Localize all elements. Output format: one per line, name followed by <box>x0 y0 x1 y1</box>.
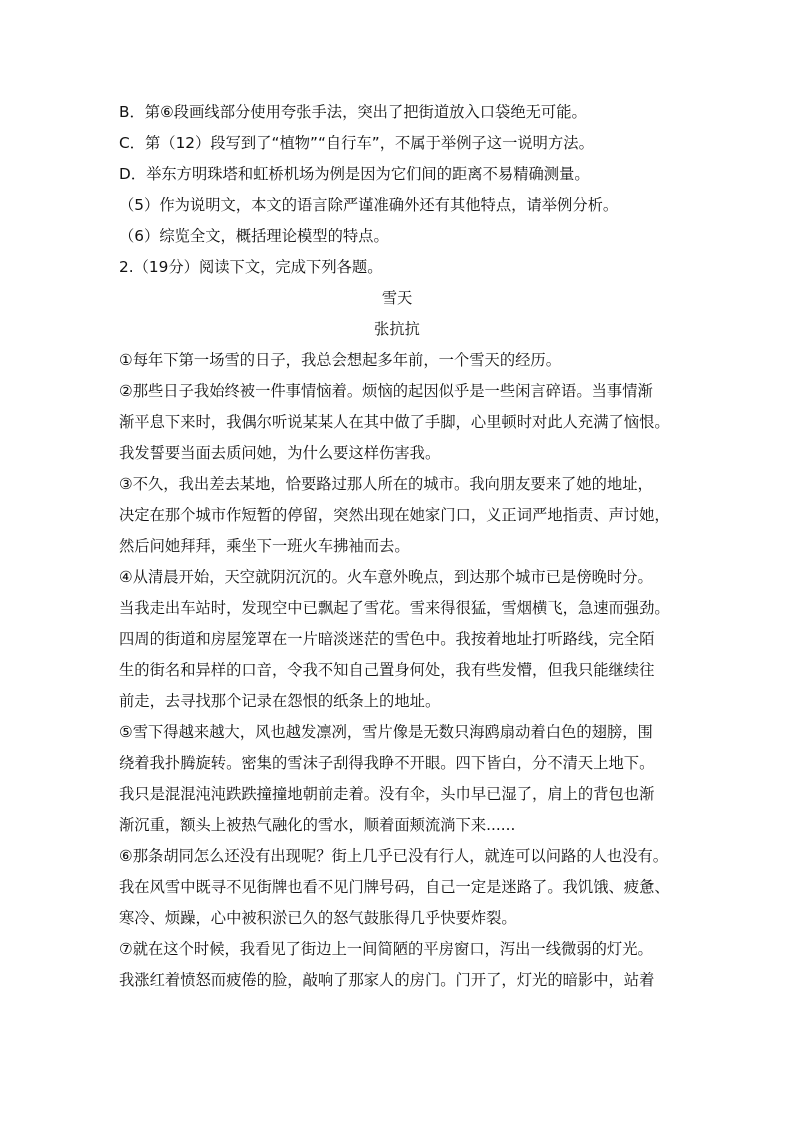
article-line: 我发誓要当面去质问她，为什么要这样伤害我。 <box>119 444 441 462</box>
article-line: 四周的街道和房屋笼罩在一片暗淡迷茫的雪色中。我按着地址打听路线，完全陌 <box>119 630 655 648</box>
article-line: 前走，去寻找那个记录在怨恨的纸条上的地址。 <box>119 692 441 710</box>
article-line: 我只是混混沌沌跌跌撞撞地朝前走着。没有伞，头巾早已湿了，肩上的背包也渐 <box>119 785 655 803</box>
article-line: ①每年下第一场雪的日子，我总会想起多年前，一个雪天的经历。 <box>119 351 562 369</box>
question-6: （6）综览全文，概括理论模型的特点。 <box>119 227 389 245</box>
article-line: ④从清晨开始，天空就阴沉沉的。火车意外晚点，到达那个城市已是傍晚时分。 <box>119 568 653 586</box>
article-line: 然后问她拜拜，乘坐下一班火车拂袖而去。 <box>119 537 410 555</box>
article-line: 渐平息下来时，我偶尔听说某某人在其中做了手脚，心里顿时对此人充满了恼恨。 <box>119 413 670 431</box>
article-line: 我在风雪中既寻不见街牌也看不见门牌号码，自己一定是迷路了。我饥饿、疲惫、 <box>119 878 670 896</box>
article-line: 渐沉重，额头上被热气融化的雪水，顺着面颊流淌下来...... <box>119 816 516 834</box>
article-line: 当我走出车站时，发现空中已飘起了雪花。雪来得很猛，雪烟横飞，急速而强劲。 <box>119 599 670 617</box>
option-b: B．第⑥段画线部分使用夸张手法，突出了把街道放入口袋绝无可能。 <box>119 103 587 121</box>
article-line: 我涨红着愤怒而疲倦的脸，敲响了那家人的房门。门开了，灯光的暗影中，站着 <box>119 971 655 989</box>
option-c: C．第（12）段写到了“植物”“自行车”，不属于举例子这一说明方法。 <box>119 134 594 152</box>
article-line: 寒冷、烦躁，心中被积淤已久的怒气鼓胀得几乎快要炸裂。 <box>119 909 517 927</box>
article-line: ③不久，我出差去某地，恰要路过那人所在的城市。我向朋友要来了她的地址， <box>119 475 653 493</box>
article-line: ②那些日子我始终被一件事情恼着。烦恼的起因似乎是一些闲言碎语。当事情渐 <box>119 382 653 400</box>
article-line: 决定在那个城市作短暂的停留，突然出现在她家门口，义正词严地指责、声讨她， <box>119 506 670 524</box>
article-line: 绕着我扑腾旋转。密集的雪沫子刮得我睁不开眼。四下皆白，分不清天上地下。 <box>119 754 655 772</box>
question-2-heading: 2.（19分）阅读下文，完成下列各题。 <box>119 258 383 276</box>
article-line: ⑥那条胡同怎么还没有出现呢？街上几乎已没有行人，就连可以问路的人也没有。 <box>119 847 669 865</box>
article-author: 张抗抗 <box>374 320 420 338</box>
article-line: ⑦就在这个时候，我看见了街边上一间简陋的平房窗口，泻出一线微弱的灯光。 <box>119 940 653 958</box>
article-line: ⑤雪下得越来越大，风也越发凛冽，雪片像是无数只海鸥扇动着白色的翅膀，围 <box>119 723 653 741</box>
article-line: 生的街名和异样的口音，令我不知自己置身何处，我有些发懵，但我只能继续往 <box>119 661 655 679</box>
question-5: （5）作为说明文，本文的语言除严谨准确外还有其他特点，请举例分析。 <box>119 196 619 214</box>
article-title: 雪天 <box>381 289 413 307</box>
option-d: D．举东方明珠塔和虹桥机场为例是因为它们间的距离不易精确测量。 <box>119 165 590 183</box>
